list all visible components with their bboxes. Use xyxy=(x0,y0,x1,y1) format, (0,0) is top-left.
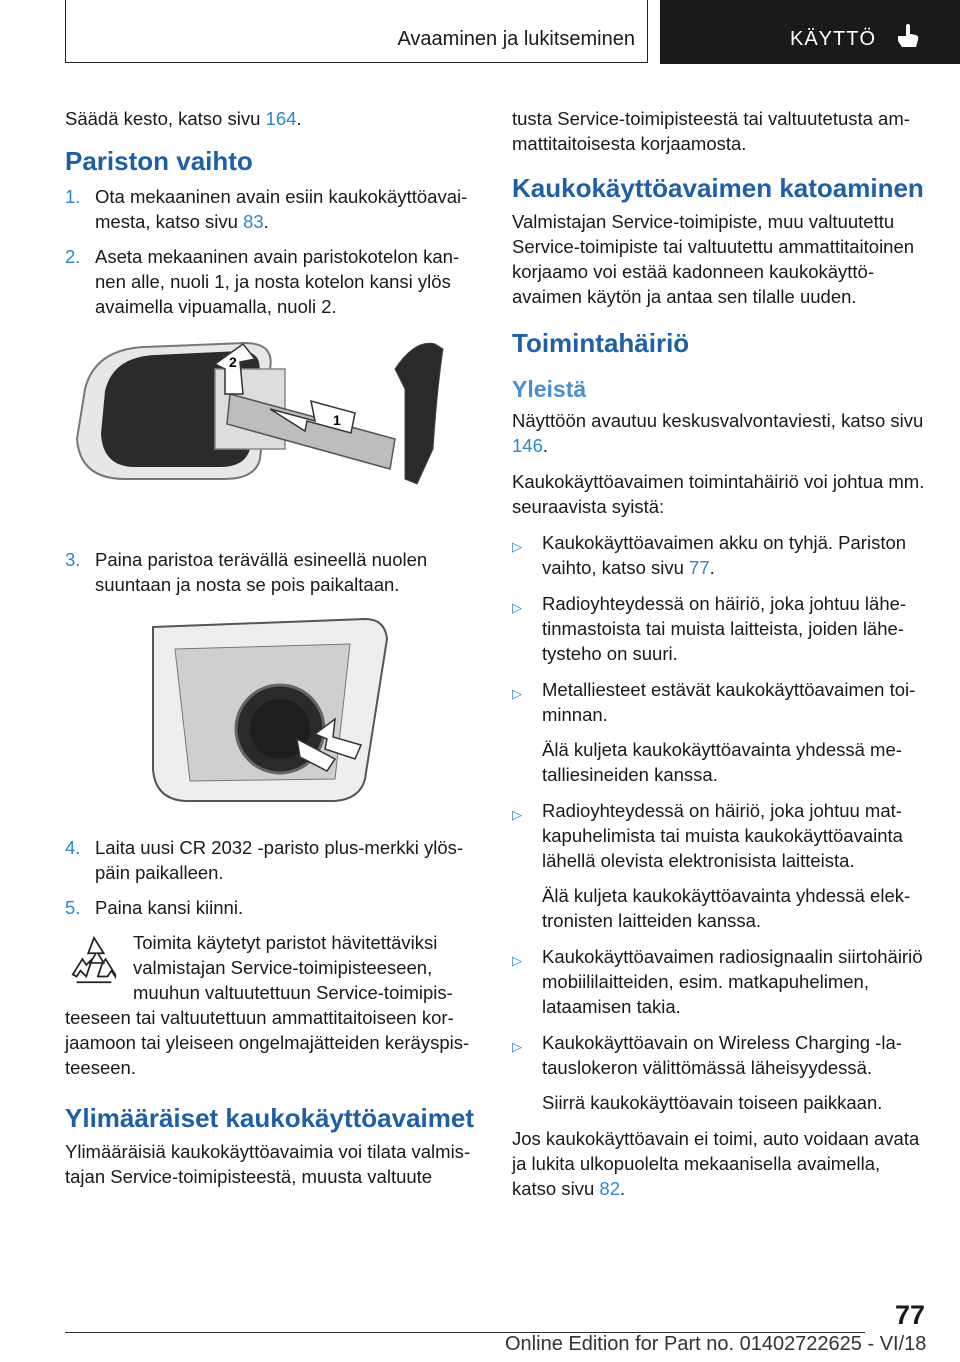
page-number: 77 xyxy=(895,1300,926,1330)
cause-item: ▷ Kaukokäyttöavaimen radiosignaalin siirtohäiriö mobiililaitteiden, esim. matkapuhelimen, lataamisen takia. xyxy=(512,946,923,1017)
step-item: 3. Paina paristoa terävällä esineellä nuolen suuntaan ja nosta se pois paikaltaan. xyxy=(65,549,428,595)
triangle-bullet-icon: ▷ xyxy=(512,686,522,701)
step-item: 2. Aseta mekaaninen avain paristokotelon kannen alle, nuoli 1, ja nosta kotelon kansi ylös avaimella vipuamalla, nuoli 2. xyxy=(65,246,460,317)
chapter-title: KÄYTTÖ xyxy=(790,28,877,50)
continued-paragraph: tusta Service-toimipisteestä tai valtuutetusta ammattitaitoisesta korjaamosta. xyxy=(512,108,910,154)
closing-paragraph: Jos kaukokäyttöavain ei toimi, auto voidaan avata ja lukita ulkopuolelta mekaanisella avaimella, katso sivu 82. xyxy=(512,1128,920,1199)
causes-intro: Kaukokäyttöavaimen toimintahäiriö voi johtua mm. seuraavista syistä: xyxy=(512,471,925,517)
triangle-bullet-icon: ▷ xyxy=(512,1039,522,1054)
cause-advice: Siirrä kaukokäyttöavain toiseen paikkaan. xyxy=(542,1092,883,1113)
page-link[interactable]: 83 xyxy=(243,211,264,232)
steps-list-continued xyxy=(65,547,480,597)
steps-list-final xyxy=(65,835,480,920)
pointing-hand-icon xyxy=(894,22,922,50)
subheading-general: Yleistä xyxy=(512,376,587,402)
heading-lost-key: Kaukokäyttöavaimen katoaminen xyxy=(512,173,924,203)
arrow-label-2: 2 xyxy=(229,354,237,370)
extra-keys-paragraph: Ylimääräisiä kaukokäyttöavaimia voi tilata valmistajan Service-toimipisteestä, muusta valtuute xyxy=(65,1141,471,1187)
intro-paragraph: Säädä kesto, katso sivu 164. xyxy=(65,108,302,129)
cause-item: ▷ Kaukokäyttöavaimen akku on tyhjä. Pariston vaihto, katso sivu 77. xyxy=(512,532,907,578)
cause-item: ▷ Radioyhteydessä on häiriö, joka johtuu matkapuhelimista tai muista kaukokäyttöavainta lähellä olevista elektronisista laitteista. Älä kuljeta kaukokäyttöavainta yhdessä elektronisten laitteiden kanssa. xyxy=(512,798,927,933)
step-item: 5. Paina kansi kiinni. xyxy=(65,897,244,918)
lost-key-paragraph: Valmistajan Service-toimipiste, muu valtuutettu Service-toimipiste tai valtuutettu ammattitaitoinen korjaamo voi estää kadonneen kaukokäyttöavaimen käytön ja antaa sen tilalle uuden. xyxy=(512,211,915,307)
header-chapter-tab xyxy=(660,0,960,64)
cause-advice: Älä kuljeta kaukokäyttöavainta yhdessä elektronisten laitteiden kanssa. xyxy=(542,885,911,931)
cause-item: ▷ Metalliesteet estävät kaukokäyttöavaimen toiminnan. Älä kuljeta kaukokäyttöavainta yhdessä metalliesineiden kanssa. xyxy=(512,677,927,787)
right-column xyxy=(512,106,927,1212)
cause-item: ▷ Kaukokäyttöavain on Wireless Charging -latauslokeron välittömässä läheisyydessä. Siirrä kaukokäyttöavain toiseen paikkaan. xyxy=(512,1030,927,1115)
cause-advice: Älä kuljeta kaukokäyttöavainta yhdessä metalliesineiden kanssa. xyxy=(542,739,902,785)
section-title: Avaaminen ja lukitseminen xyxy=(397,28,635,50)
battery-removal-figure xyxy=(65,609,480,819)
recycling-note: Toimita käytetyt paristot hävitettäviksi valmistajan Service-toimipisteeseen, muuhun valtuutettuun Service-toimipisteeseen tai valtuutettuun ammattitaitoiseen korjaamoon tai yleiseen ongelmajätteiden keräyspisteeseen. xyxy=(65,932,470,1078)
general-paragraph: Näyttöön avautuu keskusvalvontaviesti, katso sivu 146. xyxy=(512,410,924,456)
causes-list xyxy=(512,530,927,1115)
heading-battery-change: Pariston vaihto xyxy=(65,146,253,176)
triangle-bullet-icon: ▷ xyxy=(512,600,522,615)
arrow-label-1: 1 xyxy=(333,412,341,428)
recycle-icon xyxy=(65,932,123,990)
heading-extra-keys: Ylimääräiset kaukokäyttöavaimet xyxy=(65,1103,474,1133)
key-opening-figure xyxy=(65,329,480,529)
step-item: 4. Laita uusi CR 2032 -paristo plus-merkki ylöspäin paikalleen. xyxy=(65,837,464,883)
step-item: 1. Ota mekaaninen avain esiin kaukokäyttöavaimesta, katso sivu 83. xyxy=(65,186,468,232)
heading-malfunction: Toimintahäiriö xyxy=(512,328,690,358)
steps-list xyxy=(65,184,480,319)
triangle-bullet-icon: ▷ xyxy=(512,953,522,968)
page-link[interactable]: 146 xyxy=(512,435,543,456)
edition-note: Online Edition for Part no. 01402722625 - VI/18 xyxy=(505,1333,927,1355)
left-column xyxy=(65,106,480,1200)
page-link[interactable]: 82 xyxy=(599,1178,620,1199)
triangle-bullet-icon: ▷ xyxy=(512,807,522,822)
cause-item: ▷ Radioyhteydessä on häiriö, joka johtuu lähetinmastoista tai muista laitteista, joiden lähetysteho on suuri. xyxy=(512,593,907,664)
page-link[interactable]: 77 xyxy=(689,557,710,578)
triangle-bullet-icon: ▷ xyxy=(512,539,522,554)
page-link[interactable]: 164 xyxy=(265,108,297,129)
header-section-box xyxy=(65,0,648,63)
